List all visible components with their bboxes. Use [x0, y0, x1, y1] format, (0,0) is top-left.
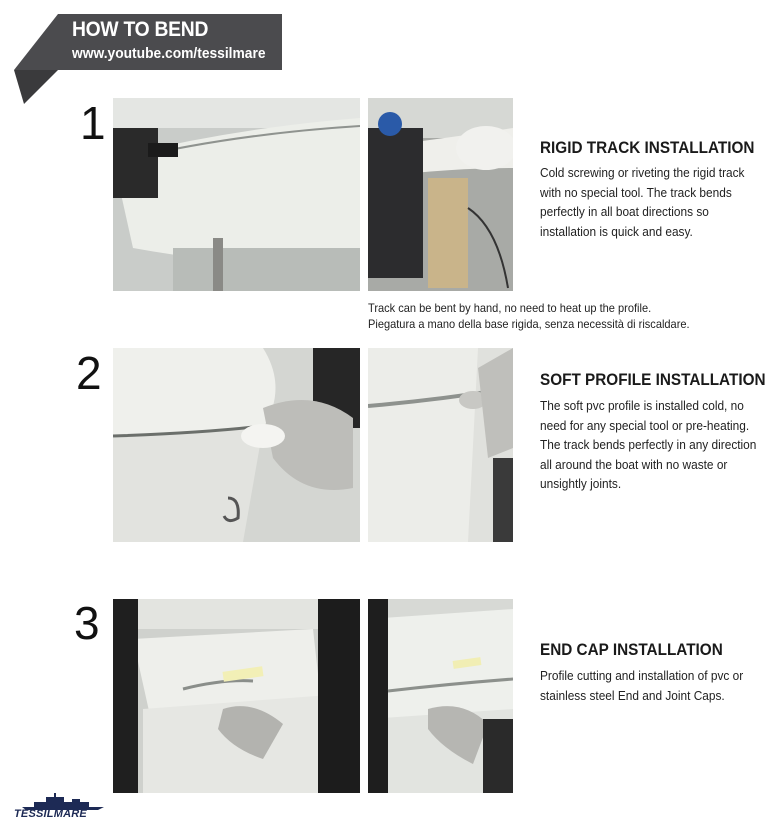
- step-1-number: 1: [80, 97, 106, 149]
- step-2-title: SOFT PROFILE INSTALLATION: [540, 370, 766, 389]
- bend-caption: [368, 300, 690, 332]
- step-1-description: Cold screwing or riveting the rigid track with no special tool. The track bends perfectly in all boat directions so installation is quick and easy.: [540, 165, 745, 239]
- step-1-title: RIGID TRACK INSTALLATION: [540, 138, 755, 157]
- header-banner: [0, 0, 290, 110]
- step-2-description: The soft pvc profile is installed cold, no need for any special tool or pre-heating. The track bends perfectly in any direction all around the boat with no waste or unsightly joints.: [540, 398, 757, 491]
- step-2-photo-a: [113, 348, 360, 542]
- step-2-photo-b: [368, 348, 513, 542]
- step-2-number: 2: [76, 347, 102, 399]
- step-3-number: 3: [74, 597, 100, 649]
- tessilmare-logo: [14, 793, 114, 825]
- step-3-photo-a: [113, 599, 360, 793]
- caption-line-english: Track can be bent by hand, no need to heat up the profile.: [368, 301, 652, 315]
- step-3-title: END CAP INSTALLATION: [540, 640, 723, 659]
- caption-line-italian: Piegatura a mano della base rigida, senza necessità di riscaldare.: [368, 317, 690, 331]
- step-1-photo-a: [113, 98, 360, 291]
- step-3-photo-b: [368, 599, 513, 793]
- banner-url[interactable]: www.youtube.com/tessilmare: [72, 45, 266, 62]
- banner-title: HOW TO BEND: [72, 18, 209, 41]
- logo-text: TESSILMARE: [14, 808, 87, 820]
- step-1-photo-b: [368, 98, 513, 291]
- step-3-description: Profile cutting and installation of pvc or stainless steel End and Joint Caps.: [540, 668, 744, 703]
